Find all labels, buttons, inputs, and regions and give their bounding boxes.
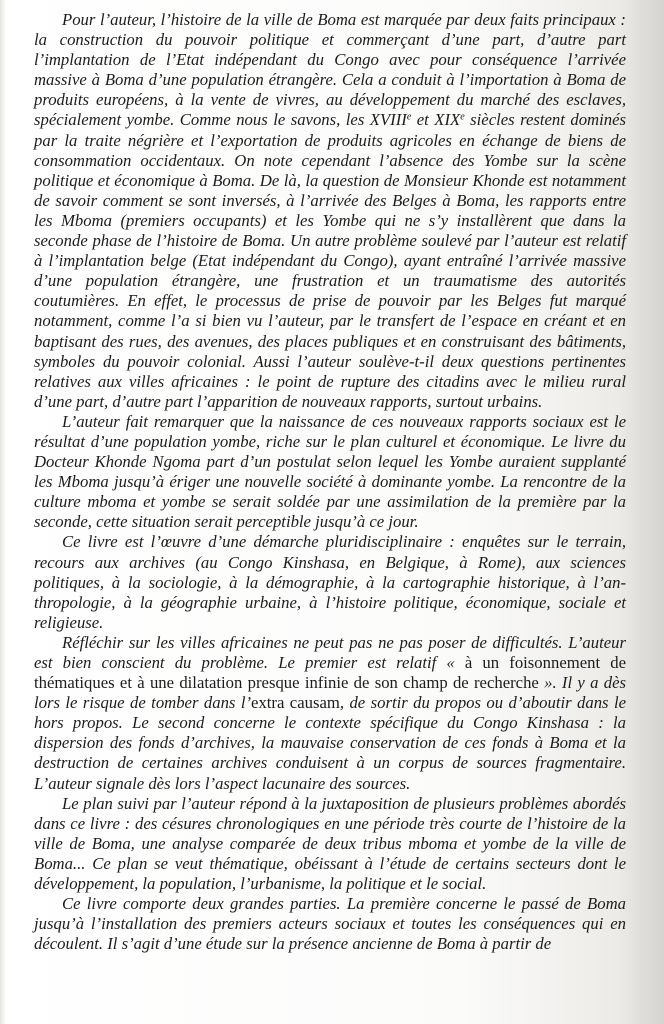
- text-segment: ». Il y a dès lors le risque de tomber dans l’: [34, 673, 626, 713]
- superscript: e: [406, 111, 412, 123]
- text-segment: , de sortir du propos ou d’aboutir dans le hors propos. Le second concerne le contexte spécifique du Congo Kinshasa : la dispersion des fonds d’archives, la mauvaise conservation de ces fonds à Boma et la destruction de certaines archives conduisent à un corpus de sources fragmentaire. L’auteur signale dès lors l’aspect lacunaire des sources.: [34, 693, 627, 793]
- text-segment: L’auteur fait remarquer que la naissance de ces nouveaux rapports sociaux est le résultat d’une population yombe, riche sur le plan culturel et économique. Le livre du Docteur Khonde Ngoma part d’un postulat selon lequel les Yombe auraient supplanté les Mboma jusqu’à ériger une nouvelle société à dominante yombe. La rencontre de la culture mboma et yombe se serait soldée par une assimilation de la première par la seconde, cette situation serait perceptible jusqu’à ce jour.: [34, 411, 626, 532]
- text-segment: Ce livre est l’œuvre d’une démarche pluridisciplinaire : enquêtes sur le terrain, recours aux archives (au Congo Kinshasa, en Belgique, à Rome), aux sciences politiques, à la sociologie, à la démographie, à la cartographie historique, à l’anthropologie, à la géographie urbaine, à l’histoire politique, économique, sociale et religieuse.: [34, 532, 626, 632]
- paragraph-3: [34, 532, 626, 632]
- body-text: [34, 10, 626, 954]
- paragraph-2: [34, 412, 626, 533]
- paragraph-1: [34, 10, 626, 412]
- paragraph-6: [34, 894, 626, 954]
- paragraph-5: [34, 794, 626, 894]
- text-segment: Réfléchir sur les villes africaines ne peut pas ne pas poser de difficultés. L’auteur est bien conscient du problème. Le premier est relatif «: [34, 632, 626, 672]
- text-segment: Le plan suivi par l’auteur répond à la juxtaposition de plusieurs problèmes abordés dans ce livre : des césures chronologiques en une période très courte de l’histoire de la ville de Boma, une analyse comparée de deux tribus mboma et yombe de la ville de Boma... Ce plan se veut thématique, obéissant à l’étude de certains secteurs dont le développement, la population, l’urbanisme, la politique et le social.: [34, 793, 626, 894]
- text-segment: Ce livre comporte deux grandes parties. La première concerne le passé de Boma jusqu’à l’installation des premiers acteurs sociaux et toutes les conséquences qui en découlent. Il s’agit d’une étude sur la présence ancienne de Boma à partir de: [34, 894, 626, 954]
- text-segment: siècles restent dominés par la traite négrière et l’exportation de produits agricoles en échange de biens de consommation occidentaux. On note cependant l’absence des Yombe sur la scène politique et économique à Boma. De là, la question de Monsieur Khonde est notamment de savoir comment se sont inversés, à l’arrivée des Belges à Boma, les rapports entre les Mboma (premiers occupants) et les Yombe qui ne s’y installèrent que dans la seconde phase de l’histoire de Boma. Un autre problème soulevé par l’auteur est relatif à l’implantation belge (Etat indépendant du Congo), ayant entraîné l’arrivée massive d’une population étrangère, une frustration et un traumatisme des autorités coutumières. En effet, le processus de prise de pouvoir par les Belges fut marqué notamment, comme l’a si bien vu l’auteur, par le transfert de l’espace en créant et en baptisant des rues, des avenues, des places publiques et en construisant des bâtiments, symboles du pouvoir colonial. Aussi l’auteur soulève-t-il deux questions pertinentes relatives aux villes africaines : le point de rupture des citadins avec le milieu rural d’une part, d’autre part l’apparition de nouveaux rapports, surtout urbains.: [34, 110, 626, 411]
- text-segment: extra causam: [251, 693, 340, 713]
- text-segment: Pour l’auteur, l’histoire de la ville de Boma est marquée par deux faits principaux : la construction du pouvoir politique et commerçant d’une part, d’autre part l’implantation de l’Etat indépendant du Congo avec pour conséquence l’arrivée massive à Boma d’une population étrangère. Cela a conduit à l’importation à Boma de produits européens, à la vente de vivres, au développement du marché des esclaves, spécialement yombe. Comme nous le savons, les XVIII: [34, 10, 626, 130]
- paragraph-4: [34, 633, 626, 794]
- text-segment: et XIX: [411, 110, 461, 130]
- text-segment: à un foisonnement de thématiques et à une dilatation presque infinie de son champ de recherche: [34, 653, 626, 693]
- superscript: e: [460, 111, 465, 123]
